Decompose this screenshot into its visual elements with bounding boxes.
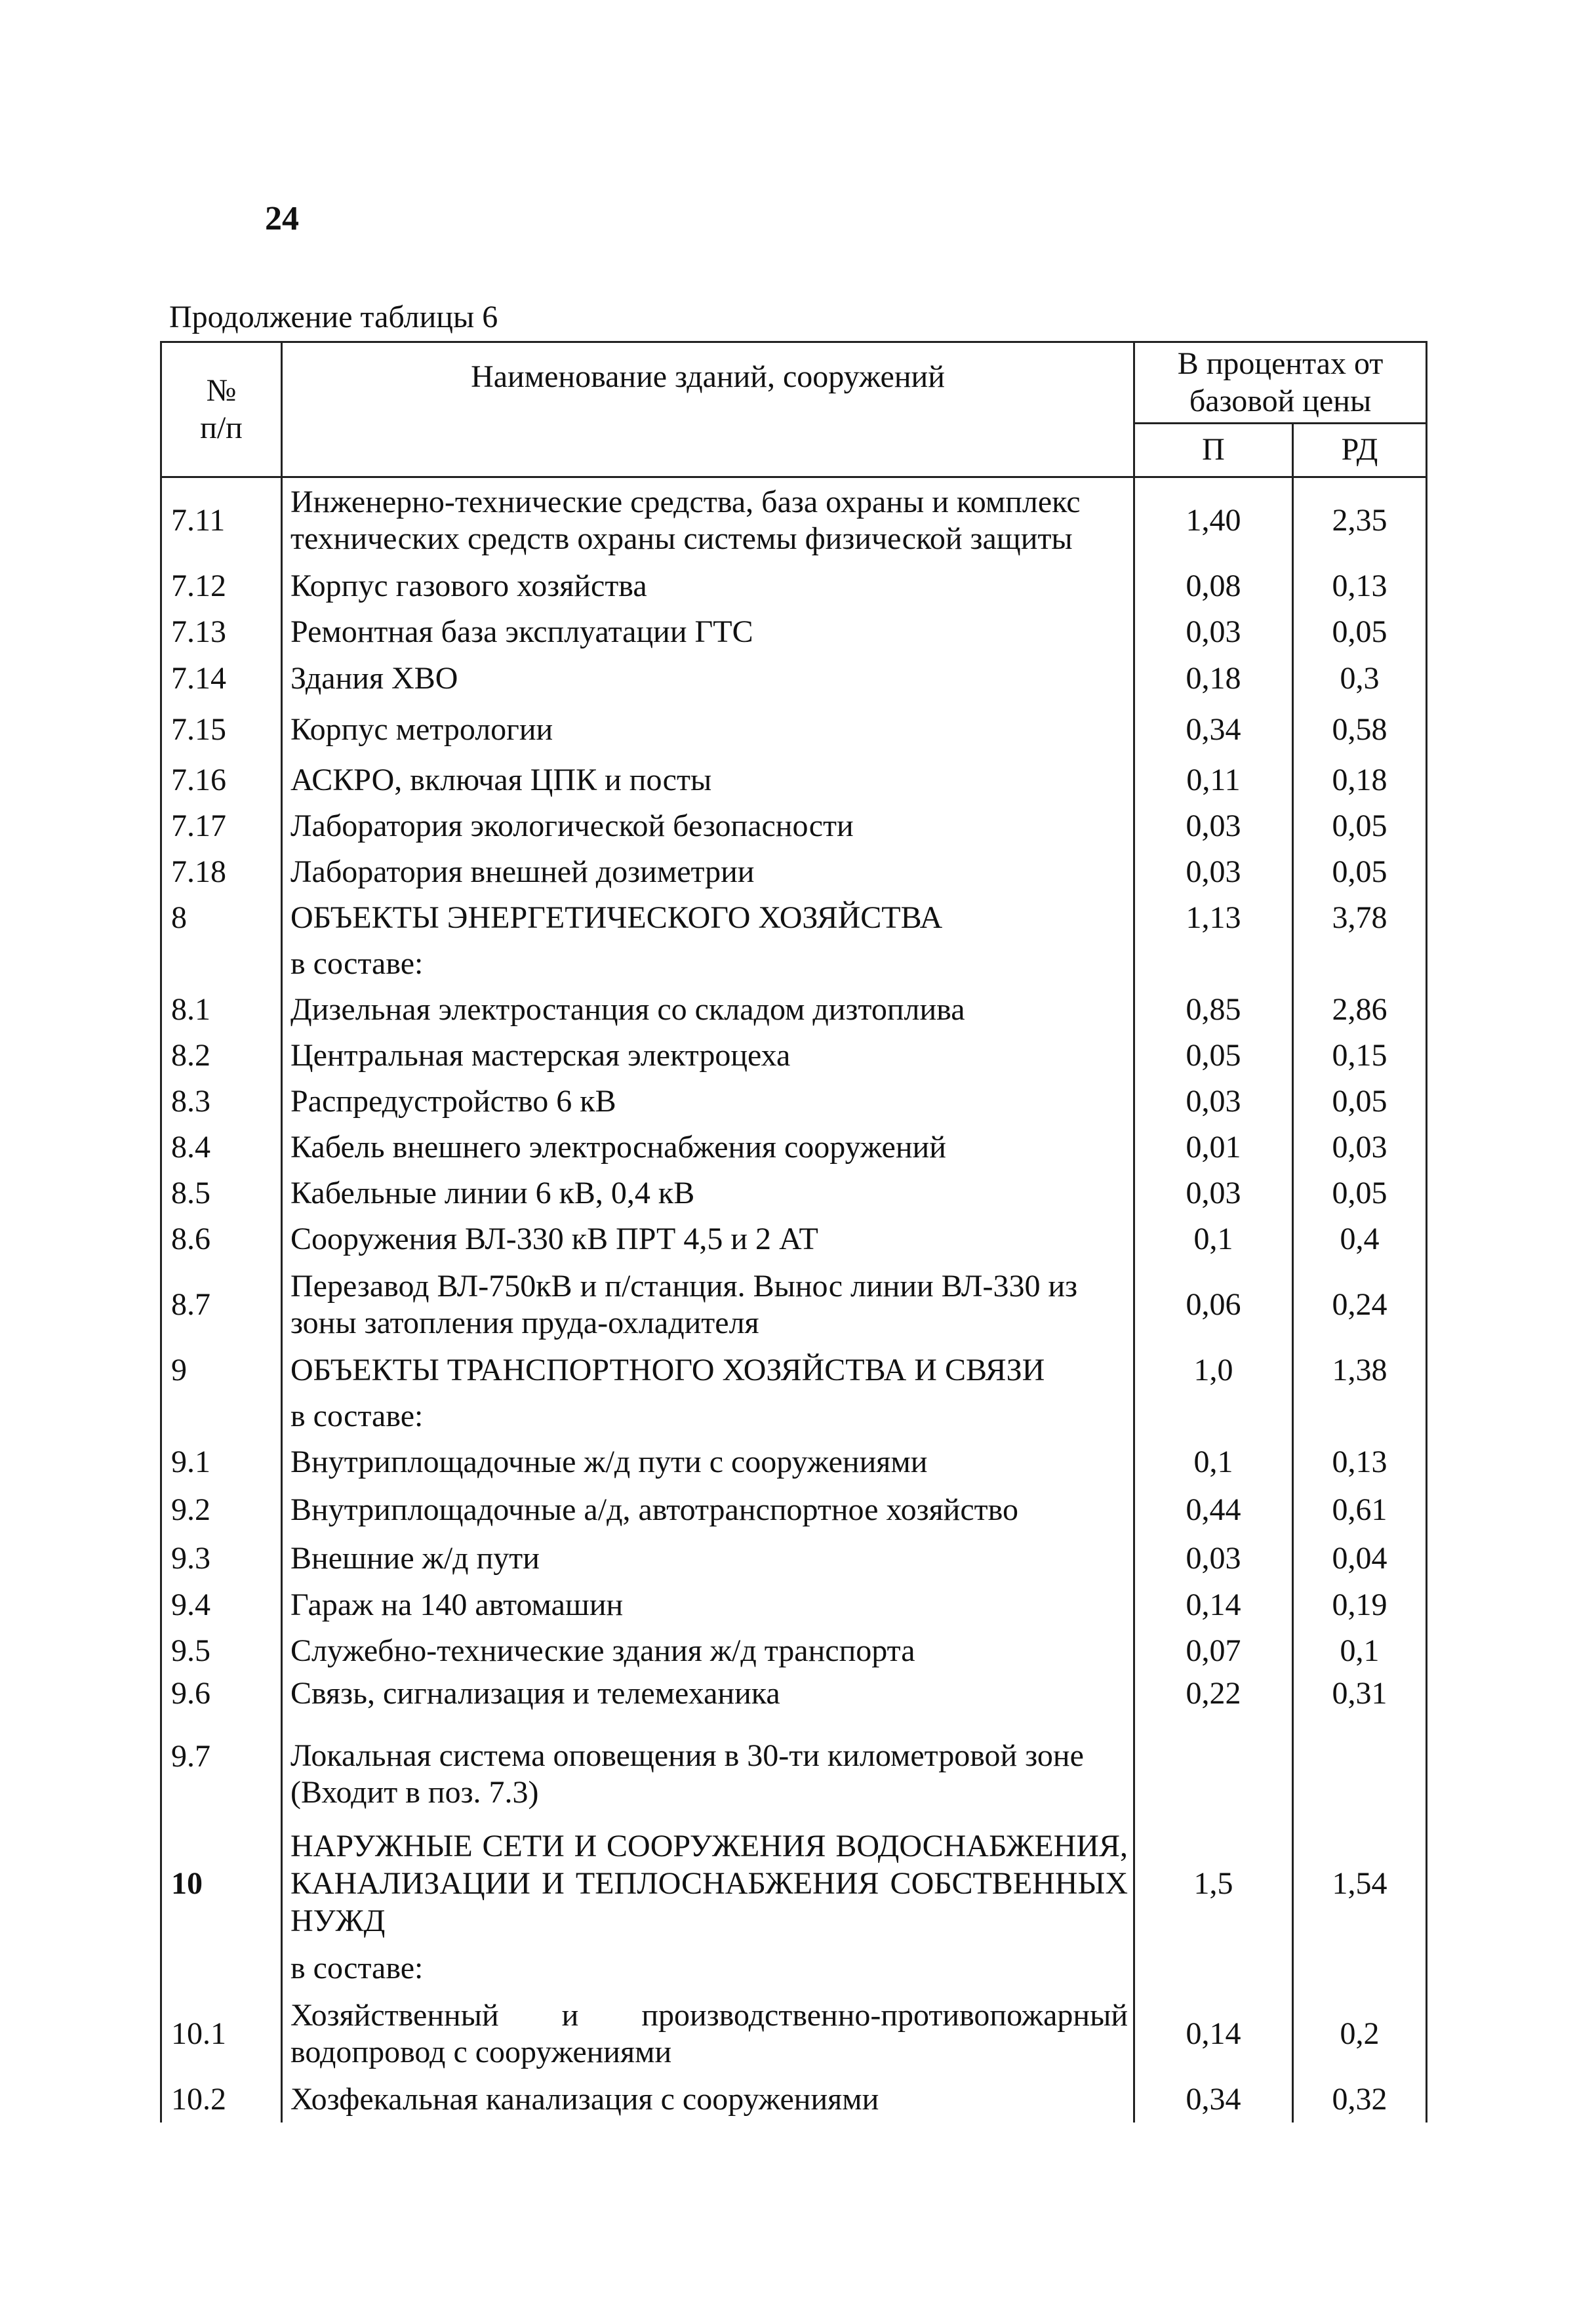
row-name: Здания ХВО [282, 655, 1134, 702]
row-rd [1293, 1726, 1427, 1822]
row-num: 7.16 [161, 757, 282, 803]
row-rd: 0,2 [1293, 1991, 1427, 2077]
row-num [161, 1945, 282, 1991]
row-name: Сооружения ВЛ-330 кВ ПРТ 4,5 и 2 АТ [282, 1216, 1134, 1262]
table-row [161, 1582, 1427, 1628]
row-name: Корпус метрологии [282, 702, 1134, 757]
row-rd: 0,04 [1293, 1535, 1427, 1582]
row-rd: 0,19 [1293, 1582, 1427, 1628]
row-p: 1,40 [1134, 477, 1293, 564]
table-row-subheading [161, 1393, 1427, 1439]
row-num: 10 [161, 1822, 282, 1945]
row-p: 0,1 [1134, 1439, 1293, 1485]
row-p [1134, 941, 1293, 987]
row-rd: 0,3 [1293, 655, 1427, 702]
table-row [161, 1079, 1427, 1125]
row-name: НАРУЖНЫЕ СЕТИ И СООРУЖЕНИЯ ВОДОСНАБЖЕНИЯ, КАНАЛИЗАЦИИ И ТЕПЛОСНАБЖЕНИЯ СОБСТВЕННЫХ НУЖД [282, 1822, 1134, 1945]
row-rd: 0,32 [1293, 2077, 1427, 2123]
table-row-section [161, 1822, 1427, 1945]
row-name: Гараж на 140 автомашин [282, 1582, 1134, 1628]
row-rd: 0,18 [1293, 757, 1427, 803]
row-p: 0,18 [1134, 655, 1293, 702]
row-num: 7.18 [161, 849, 282, 895]
row-p: 0,03 [1134, 1535, 1293, 1582]
table-header [161, 342, 1427, 477]
table-row-section [161, 1347, 1427, 1393]
row-name: Лаборатория внешней дозиметрии [282, 849, 1134, 895]
row-p: 0,03 [1134, 1079, 1293, 1125]
header-rd: РД [1293, 424, 1427, 477]
row-name: Дизельная электростанция со складом дизтоплива [282, 987, 1134, 1033]
row-num: 8.7 [161, 1262, 282, 1347]
row-name: Инженерно-технические средства, база охраны и комплекс технических средств охраны системы физической защиты [282, 477, 1134, 564]
row-num: 8.5 [161, 1170, 282, 1216]
row-name: Перезавод ВЛ-750кВ и п/станция. Вынос линии ВЛ-330 из зоны затопления пруда-охладителя [282, 1262, 1134, 1347]
row-rd: 0,03 [1293, 1125, 1427, 1170]
table-row [161, 1726, 1427, 1822]
row-name: Центральная мастерская электроцеха [282, 1033, 1134, 1079]
row-p: 0,03 [1134, 803, 1293, 849]
row-num: 9.5 [161, 1628, 282, 1674]
row-num [161, 941, 282, 987]
table-row [161, 2077, 1427, 2123]
row-name: ОБЪЕКТЫ ТРАНСПОРТНОГО ХОЗЯЙСТВА И СВЯЗИ [282, 1347, 1134, 1393]
row-num: 8 [161, 895, 282, 941]
row-p: 0,01 [1134, 1125, 1293, 1170]
row-num: 9.1 [161, 1439, 282, 1485]
row-rd: 3,78 [1293, 895, 1427, 941]
row-rd: 0,1 [1293, 1628, 1427, 1674]
row-name: Лаборатория экологической безопасности [282, 803, 1134, 849]
table-row [161, 1485, 1427, 1535]
row-num: 9.3 [161, 1535, 282, 1582]
row-name: Связь, сигнализация и телемеханика [282, 1674, 1134, 1726]
row-rd: 1,38 [1293, 1347, 1427, 1393]
row-p [1134, 1726, 1293, 1822]
table-row [161, 803, 1427, 849]
row-num [161, 1393, 282, 1439]
row-num: 8.6 [161, 1216, 282, 1262]
row-num: 7.15 [161, 702, 282, 757]
row-p: 0,05 [1134, 1033, 1293, 1079]
table-row [161, 757, 1427, 803]
page-number: 24 [265, 200, 299, 237]
table-row [161, 1628, 1427, 1674]
row-num: 7.13 [161, 609, 282, 655]
row-p: 0,22 [1134, 1674, 1293, 1726]
row-num: 9.2 [161, 1485, 282, 1535]
row-p: 0,14 [1134, 1991, 1293, 2077]
table-row [161, 702, 1427, 757]
header-p: П [1134, 424, 1293, 477]
row-name: Кабельные линии 6 кВ, 0,4 кВ [282, 1170, 1134, 1216]
header-name: Наименование зданий, сооружений [282, 342, 1134, 477]
table-row [161, 655, 1427, 702]
row-name: Внутриплощадочные а/д, автотранспортное хозяйство [282, 1485, 1134, 1535]
header-num: № п/п [161, 342, 282, 477]
row-name: в составе: [282, 1393, 1134, 1439]
header-percent: В процентах от базовой цены [1134, 342, 1427, 424]
table-row [161, 477, 1427, 564]
row-p: 0,03 [1134, 609, 1293, 655]
row-p: 0,1 [1134, 1216, 1293, 1262]
row-name: Локальная система оповещения в 30-ти километровой зоне (Входит в поз. 7.3) [282, 1726, 1134, 1822]
cost-percentage-table [160, 341, 1427, 2123]
table-row [161, 1125, 1427, 1170]
row-rd: 0,05 [1293, 1079, 1427, 1125]
row-rd: 0,05 [1293, 1170, 1427, 1216]
table-row [161, 1170, 1427, 1216]
row-p: 1,0 [1134, 1347, 1293, 1393]
row-rd: 2,86 [1293, 987, 1427, 1033]
row-p: 0,14 [1134, 1582, 1293, 1628]
row-p: 0,34 [1134, 2077, 1293, 2123]
row-name: в составе: [282, 941, 1134, 987]
row-name: Корпус газового хозяйства [282, 563, 1134, 609]
row-rd: 0,4 [1293, 1216, 1427, 1262]
row-p: 0,07 [1134, 1628, 1293, 1674]
row-p [1134, 1393, 1293, 1439]
row-p: 1,13 [1134, 895, 1293, 941]
row-num: 10.2 [161, 2077, 282, 2123]
row-num: 8.4 [161, 1125, 282, 1170]
table-row-section [161, 895, 1427, 941]
cost-table-container [160, 341, 1426, 2123]
row-name: Ремонтная база эксплуатации ГТС [282, 609, 1134, 655]
row-num: 8.2 [161, 1033, 282, 1079]
row-rd [1293, 1945, 1427, 1991]
table-row [161, 609, 1427, 655]
row-name: АСКРО, включая ЦПК и посты [282, 757, 1134, 803]
row-name: Внутриплощадочные ж/д пути с сооружениями [282, 1439, 1134, 1485]
table-body [161, 477, 1427, 2123]
table-caption: Продолжение таблицы 6 [169, 300, 498, 334]
row-rd [1293, 1393, 1427, 1439]
row-num: 10.1 [161, 1991, 282, 2077]
row-rd: 0,24 [1293, 1262, 1427, 1347]
row-num: 7.11 [161, 477, 282, 564]
row-num: 7.12 [161, 563, 282, 609]
row-num: 7.17 [161, 803, 282, 849]
row-p: 0,85 [1134, 987, 1293, 1033]
row-num: 8.1 [161, 987, 282, 1033]
row-num: 8.3 [161, 1079, 282, 1125]
row-name: Хозяйственный и производственно-противопожарный водопровод с сооружениями [282, 1991, 1134, 2077]
row-rd: 1,54 [1293, 1822, 1427, 1945]
row-num: 9 [161, 1347, 282, 1393]
table-row [161, 1216, 1427, 1262]
row-p: 0,34 [1134, 702, 1293, 757]
row-num: 7.14 [161, 655, 282, 702]
row-name: Распредустройство 6 кВ [282, 1079, 1134, 1125]
row-rd: 0,58 [1293, 702, 1427, 757]
table-row [161, 849, 1427, 895]
row-p: 0,03 [1134, 1170, 1293, 1216]
row-p: 0,11 [1134, 757, 1293, 803]
table-row [161, 987, 1427, 1033]
row-name: в составе: [282, 1945, 1134, 1991]
table-row [161, 1262, 1427, 1347]
row-rd: 0,15 [1293, 1033, 1427, 1079]
table-row-subheading [161, 941, 1427, 987]
row-num: 9.4 [161, 1582, 282, 1628]
row-num: 9.7 [161, 1726, 282, 1822]
row-name: Хозфекальная канализация с сооружениями [282, 2077, 1134, 2123]
row-p: 0,44 [1134, 1485, 1293, 1535]
row-rd: 0,13 [1293, 1439, 1427, 1485]
row-rd: 0,31 [1293, 1674, 1427, 1726]
row-rd [1293, 941, 1427, 987]
row-p: 0,03 [1134, 849, 1293, 895]
row-name: Служебно-технические здания ж/д транспорта [282, 1628, 1134, 1674]
row-rd: 0,05 [1293, 803, 1427, 849]
table-row [161, 1991, 1427, 2077]
table-row-subheading [161, 1945, 1427, 1991]
row-rd: 2,35 [1293, 477, 1427, 564]
row-num: 9.6 [161, 1674, 282, 1726]
table-row [161, 563, 1427, 609]
row-name: Внешние ж/д пути [282, 1535, 1134, 1582]
table-row [161, 1439, 1427, 1485]
table-row [161, 1033, 1427, 1079]
row-name: ОБЪЕКТЫ ЭНЕРГЕТИЧЕСКОГО ХОЗЯЙСТВА [282, 895, 1134, 941]
row-p: 0,08 [1134, 563, 1293, 609]
row-rd: 0,61 [1293, 1485, 1427, 1535]
row-rd: 0,13 [1293, 563, 1427, 609]
table-row [161, 1535, 1427, 1582]
row-rd: 0,05 [1293, 849, 1427, 895]
table-row [161, 1674, 1427, 1726]
row-name: Кабель внешнего электроснабжения сооружений [282, 1125, 1134, 1170]
row-p: 1,5 [1134, 1822, 1293, 1945]
row-p [1134, 1945, 1293, 1991]
row-rd: 0,05 [1293, 609, 1427, 655]
row-p: 0,06 [1134, 1262, 1293, 1347]
